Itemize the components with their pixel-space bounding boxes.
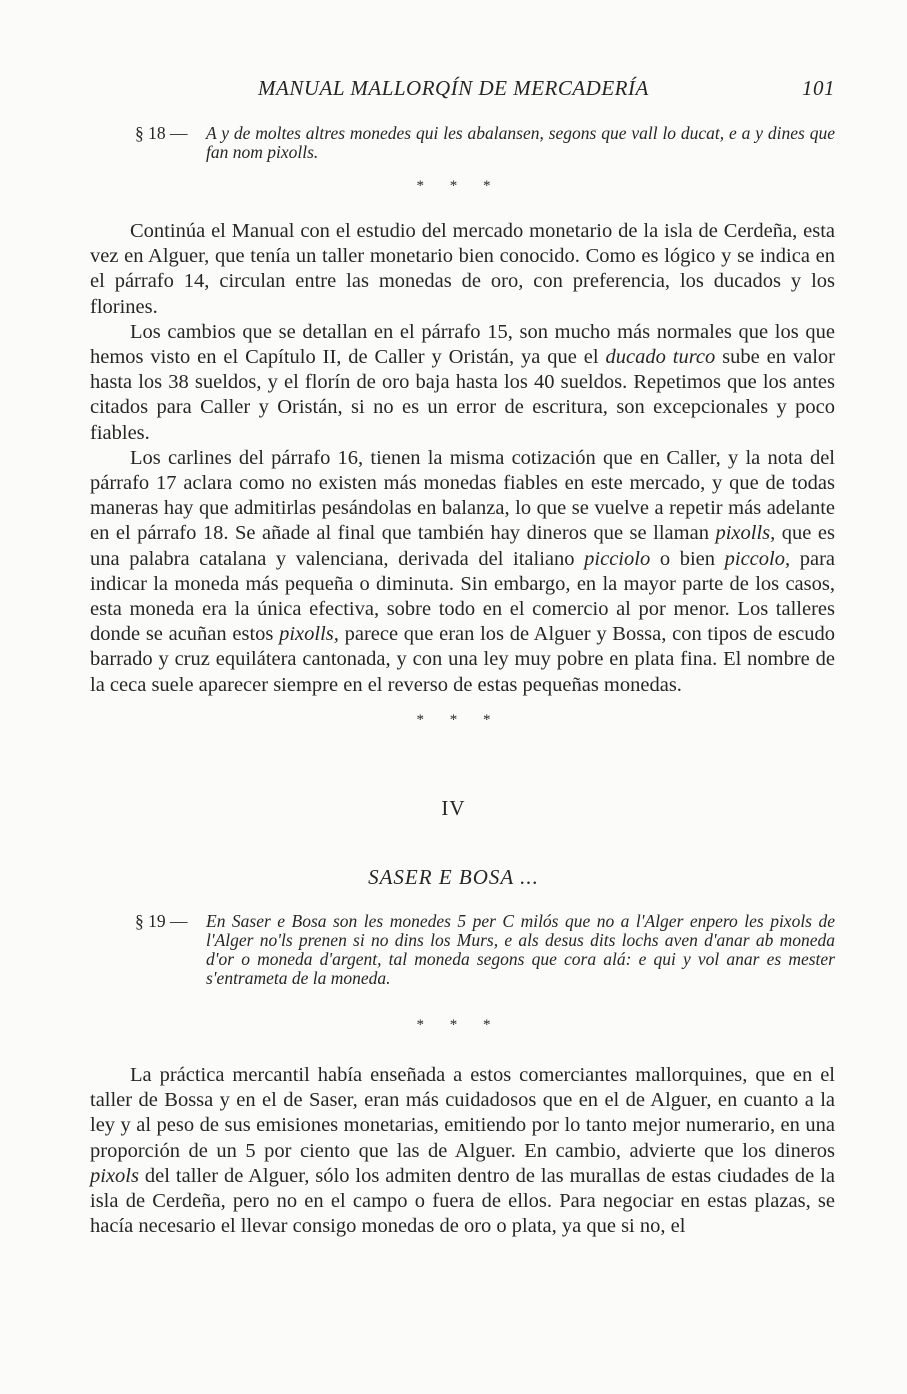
italic-term: pixolls, xyxy=(715,522,776,545)
running-title: MANUAL MALLORQÍN DE MERCADERÍA xyxy=(258,76,649,100)
section-separator: * * * xyxy=(416,1017,491,1033)
italic-term: piccolo, xyxy=(724,547,791,570)
page-number: 101 xyxy=(802,76,835,100)
paragraph-number: § 18 — xyxy=(135,123,188,143)
italic-term: pixols xyxy=(90,1164,139,1187)
quote-text: A y de moltes altres monedes qui les abalansen, segons que vall lo ducat, e a y dines que fan nom pixolls. xyxy=(206,123,835,162)
body-paragraph: Continúa el Manual con el estudio del mercado monetario de la isla de Cerdeña, esta vez en Alguer, que tenía un taller monetario bien conocido. Como es lógico y se indica en el párrafo 14, circulan entre las monedas de oro, con preferencia, los ducados y los florines. xyxy=(90,220,835,318)
section-separator: * * * xyxy=(416,712,491,728)
quote-text: En Saser e Bosa son les monedes 5 per C milós que no a l'Alger enpero les pixols de l'Alger no'ls prenen si no dins los Murs, e als desus dits lochs aven d'anar ab moneda d'or o moneda d'argent, tal moneda segons que cora alá: e qui y vol anar es mester s'entrameta de la moneda. xyxy=(206,911,835,988)
italic-term: picciolo xyxy=(584,547,651,570)
section-separator: * * * xyxy=(416,178,491,194)
body-paragraph: Los carlines del párrafo 16, tienen la misma cotización que en Caller, y la nota del párrafo 17 aclara como no existen más monedas fiables en este mercado, y que de todas maneras hay que admitirlas pesándolas en balanza, lo que se vuelve a repetir más adelante en el párrafo 18. Se añade al final que también hay dineros que se llaman pixolls, que es una palabra catalana y valenciana, derivada del italiano picciolo o bien piccolo, para indicar la moneda más pequeña o diminuta. Sin embargo, en la mayor parte de los casos, esta moneda era la única efectiva, sobre todo en el comercio al por menor. Los talleres donde se acuñan estos pixolls, parece que eran los de Alguer y Bossa, con tipos de escudo barrado y cruz equilátera cantonada, y con una ley muy pobre en plata fina. El nombre de la ceca suele aparecer siempre en el reverso de estas pequeñas monedas. xyxy=(90,446,835,696)
body-paragraph: Los cambios que se detallan en el párrafo 15, son mucho más normales que los que hemos visto en el Capítulo II, de Caller y Oristán, ya que el ducado turco sube en valor hasta los 38 sueldos, y el florín de oro baja hasta los 40 sueldos. Repetimos que los antes citados para Caller y Oristán, si no es un error de escritura, son excepcionales y poco fiables. xyxy=(90,320,836,444)
italic-term: ducado turco xyxy=(605,346,716,369)
page-header xyxy=(90,76,835,106)
body-paragraph: La práctica mercantil había enseñada a estos comerciantes mallorquines, que en el taller de Bossa y en el de Saser, eran más cuidadosos que en el de Alguer, en cuanto a la ley y al peso de sus emisiones monetarias, emitiendo por lo tanto mejor numerario, en una proporción de un 5 por ciento que las de Alguer. En cambio, advierte que los dineros pixols del taller de Alguer, sólo los admiten dentro de las murallas de estas ciudades de la isla de Cerdeña, pero no en el campo o fuera de ellos. Para negociar en estas plazas, se hacía necesario el llevar consigo monedas de oro o plata, ya que si no, el xyxy=(90,1064,835,1238)
chapter-title: SASER E BOSA ... xyxy=(368,865,539,889)
body-section-2 xyxy=(90,1063,835,1239)
italic-term: pixolls, xyxy=(279,623,339,646)
paragraph-number: § 19 — xyxy=(135,911,188,931)
body-section-1 xyxy=(90,219,835,698)
chapter-number: IV xyxy=(441,796,466,820)
